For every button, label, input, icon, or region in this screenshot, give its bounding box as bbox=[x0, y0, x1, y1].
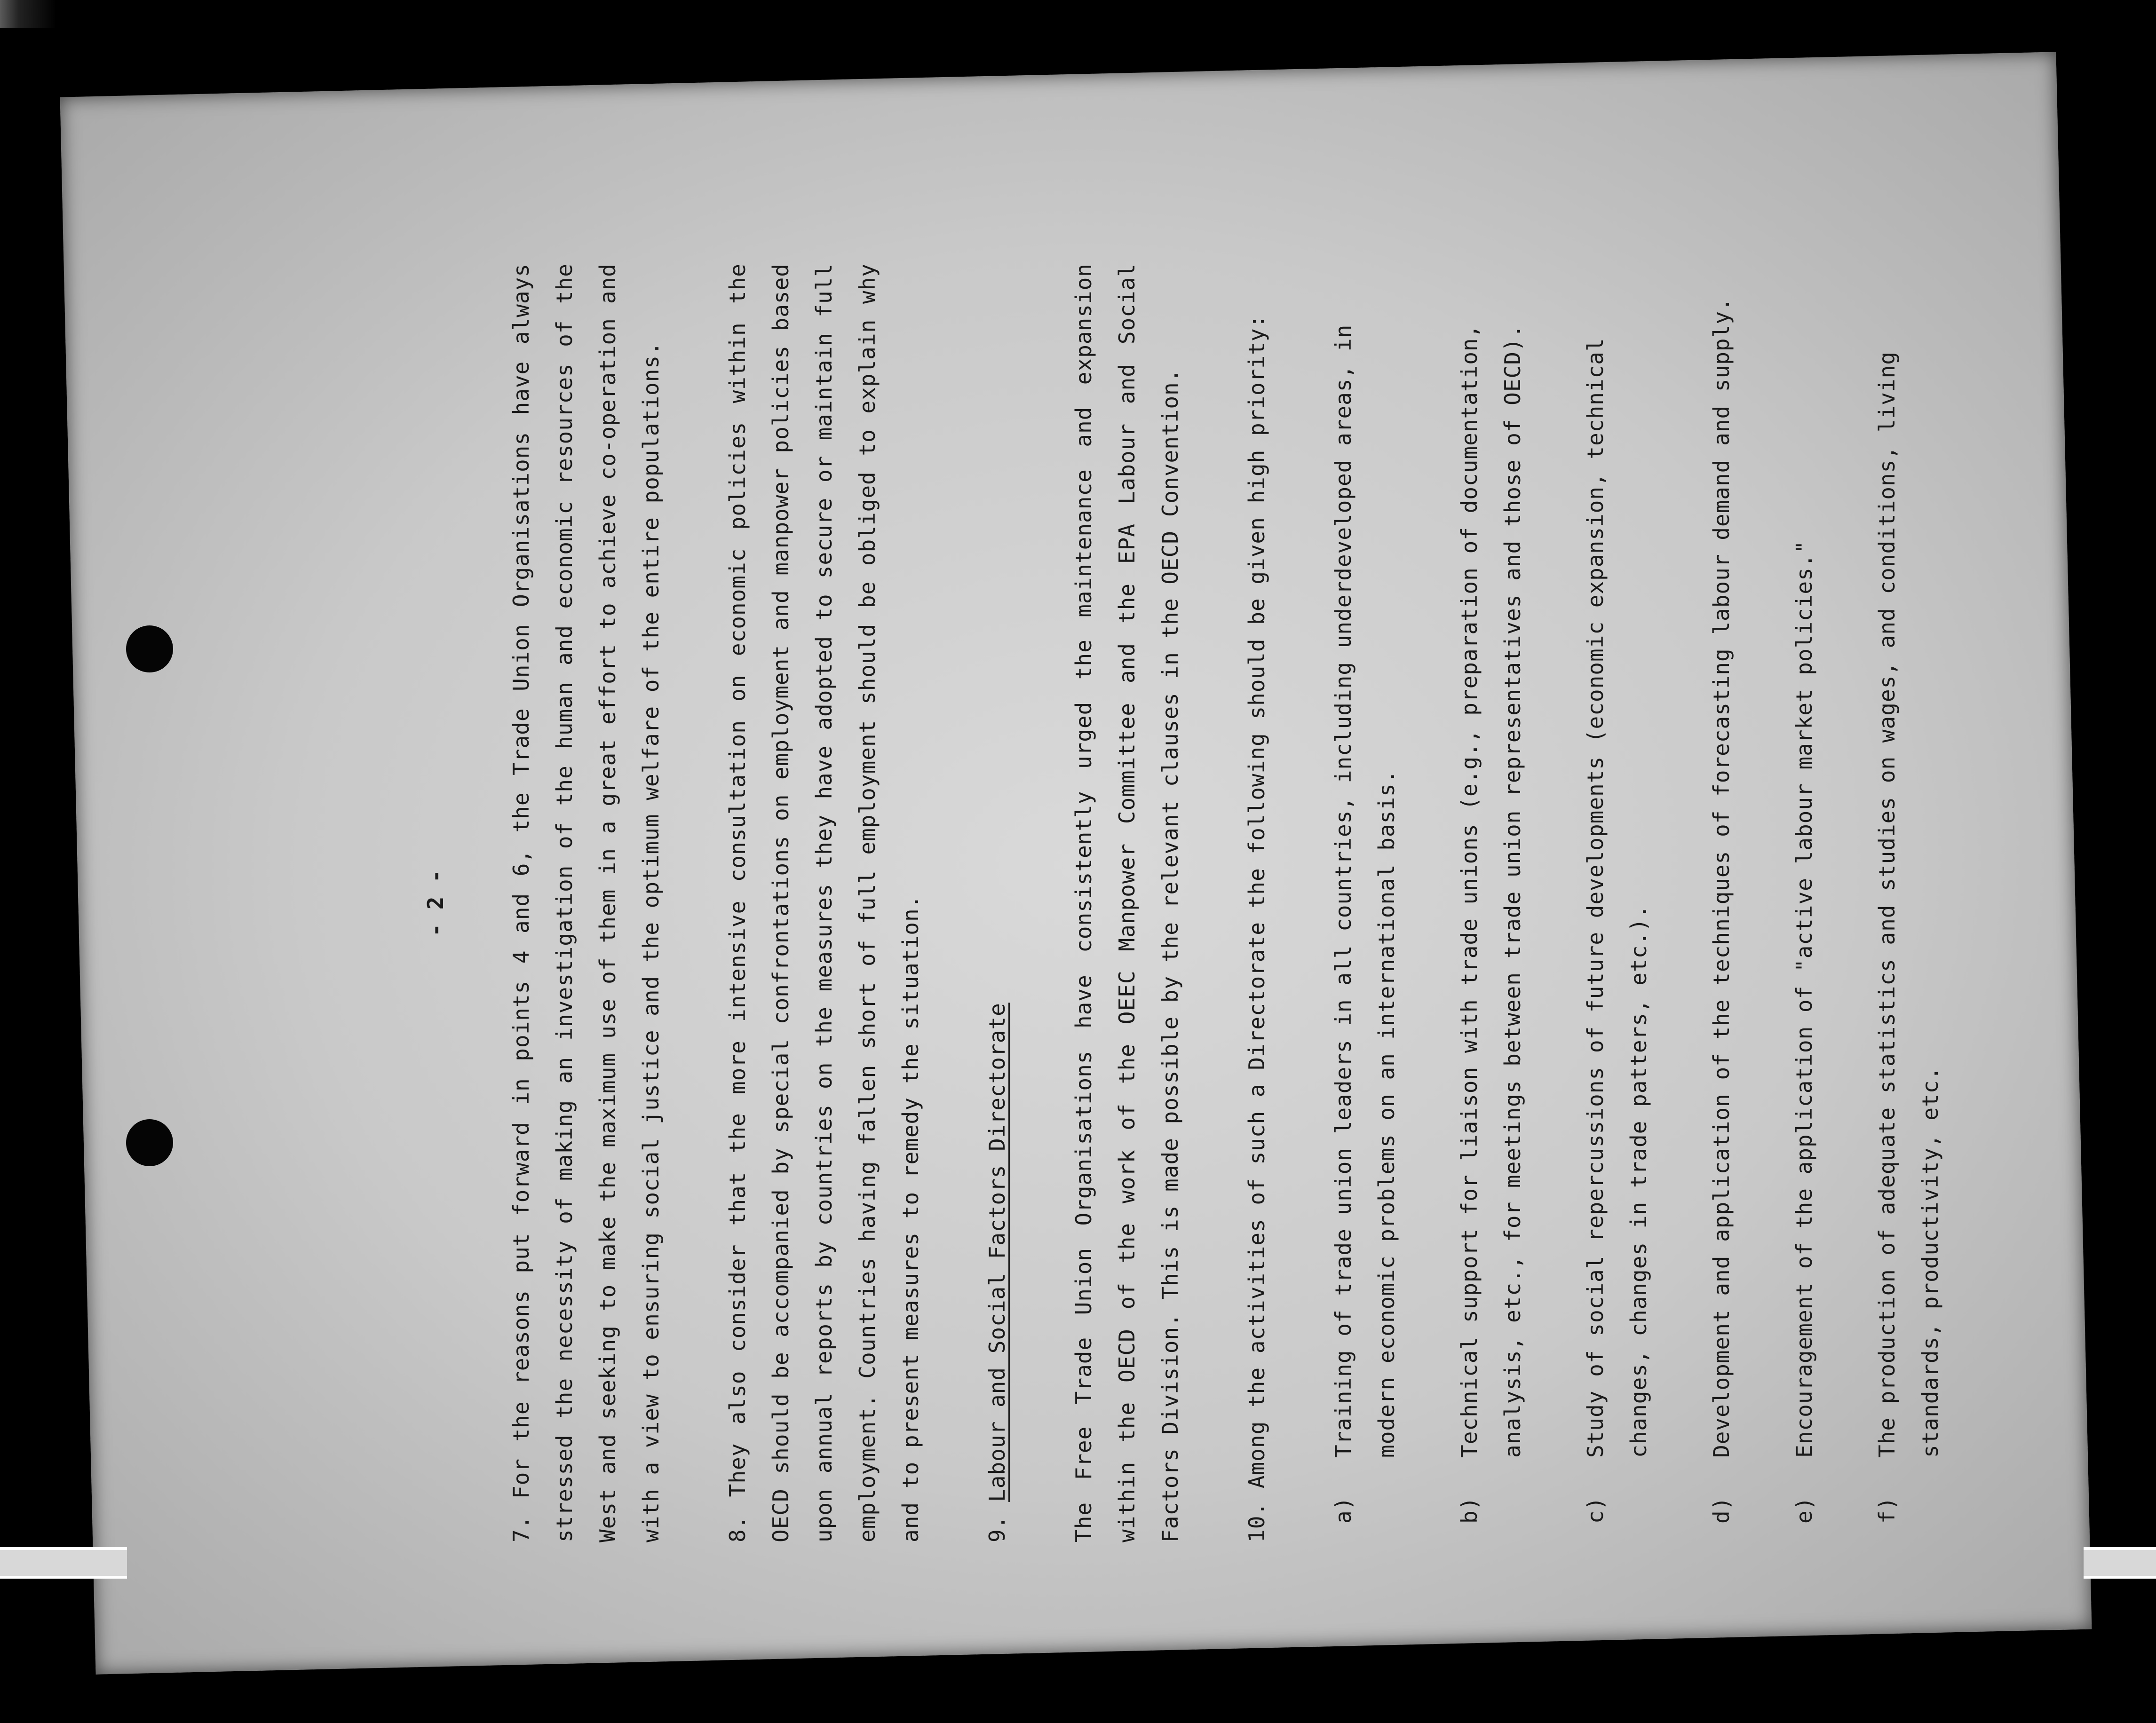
paragraph-9 bbox=[1062, 263, 1192, 1542]
paragraph-text: They also consider that the more intensive consultation on economic policies within the OECD should be accompanied by special confrontations on employment and manpower policies based upon annual reports by countries on the measures they have adopted to secure or maintain full employment. Countries having fallen short of full employment should be obliged to explain why and to present measures to remedy the situation. bbox=[725, 263, 923, 1542]
priority-list bbox=[1322, 263, 1952, 1542]
paragraph-text: The Free Trade Union Organisations have consistently urged the maintenance and expansion within the OECD of the work of the OEEC Manpower Committee and the EPA Labour and Social Factors Division. This is made possible by the relevant clauses in the OECD Convention. bbox=[1071, 263, 1183, 1542]
paragraph-8 bbox=[716, 263, 932, 1542]
list-marker: d) bbox=[1709, 1496, 1734, 1524]
paragraph-text: Among the activities of such a Directorate the following should be given high priority: bbox=[1244, 314, 1269, 1489]
list-item bbox=[1783, 263, 1826, 1542]
film-edge-bar-right bbox=[2084, 1547, 2156, 1579]
list-marker: c) bbox=[1583, 1496, 1608, 1524]
paragraph-7 bbox=[499, 263, 673, 1542]
paragraph-number: 7. bbox=[508, 1515, 534, 1542]
paragraph-number: 8. bbox=[725, 1515, 750, 1542]
document-body bbox=[414, 263, 1943, 1542]
list-item-text: Study of social repercussions of future developments (economic expansion, technical changes, changes in trade patters, etc.). bbox=[1583, 338, 1651, 1458]
list-item bbox=[1700, 263, 1743, 1542]
paragraph-text: For the reasons put forward in points 4 and 6, the Trade Union Organisations have always stressed the necessity of making an investigation of the human and economic resources of the West and seeking to make the maximum use of them in a great effort to achieve co-operation and with a view to ensuring social justice and the optimum welfare of the entire populations. bbox=[508, 263, 664, 1542]
section-title: Labour and Social Factors Directorate bbox=[984, 1003, 1010, 1502]
paragraph-10 bbox=[1235, 263, 1278, 1542]
punch-hole-icon bbox=[126, 625, 173, 672]
list-item-text: Training of trade union leaders in all countries, including underdeveloped areas, in modern economic problems on an international basis. bbox=[1331, 324, 1399, 1458]
list-marker: a) bbox=[1331, 1496, 1356, 1524]
film-edge-bar-left bbox=[0, 1547, 127, 1579]
list-item-text: Technical support for liaison with trade unions (e.g., preparation of documentation, analysis, etc., for meetings between trade union representatives and those of OECD). bbox=[1457, 324, 1525, 1458]
section-heading-9 bbox=[975, 263, 1019, 1542]
list-item-text: Development and application of the techniques of forecasting labour demand and supply. bbox=[1709, 297, 1734, 1458]
list-item bbox=[1322, 263, 1408, 1542]
list-item bbox=[1448, 263, 1534, 1542]
punch-hole-icon bbox=[126, 1119, 173, 1166]
section-number: 9. bbox=[984, 1515, 1010, 1542]
list-item-text: Encouragement of the application of "active labour market policies." bbox=[1791, 540, 1817, 1458]
film-edge-top bbox=[0, 0, 2156, 28]
paragraph-number: 10. bbox=[1244, 1502, 1269, 1542]
page-number: - 2 - bbox=[423, 869, 448, 937]
list-item bbox=[1865, 263, 1952, 1542]
list-marker: f) bbox=[1874, 1496, 1900, 1524]
list-item-text: The production of adequate statistics and studies on wages, and conditions, living standards, productivity, etc. bbox=[1874, 351, 1943, 1458]
list-marker: b) bbox=[1457, 1496, 1482, 1524]
list-marker: e) bbox=[1791, 1496, 1817, 1524]
list-item bbox=[1574, 263, 1660, 1542]
